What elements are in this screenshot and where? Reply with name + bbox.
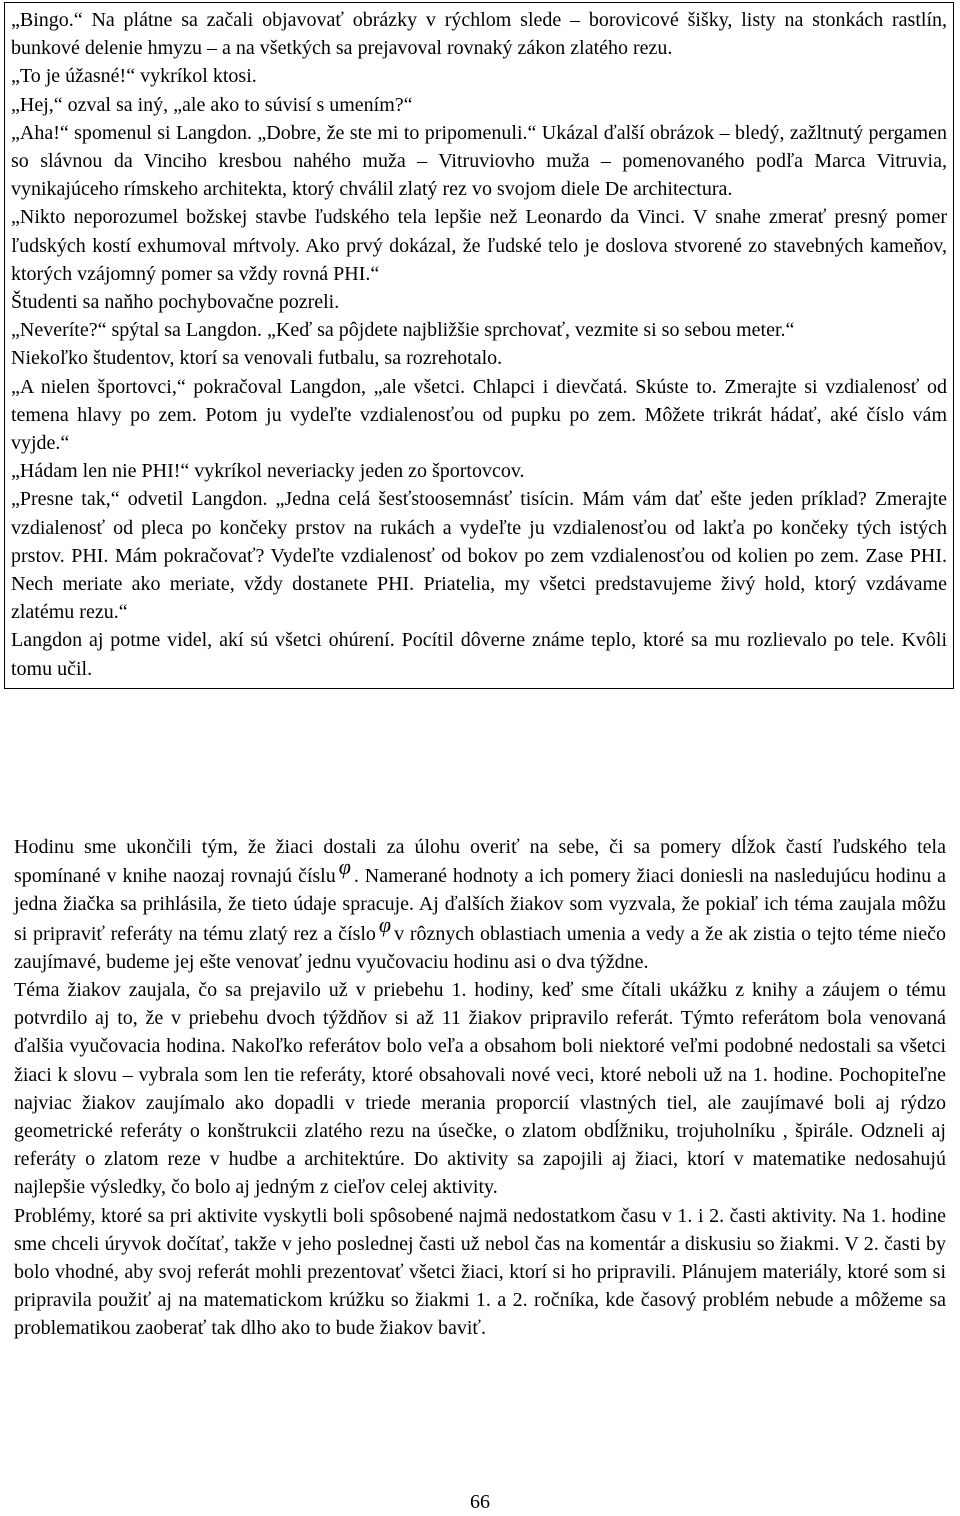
main-text	[14, 833, 946, 1343]
body-paragraph-1	[14, 833, 946, 976]
body-paragraph-2: Téma žiakov zaujala, čo sa prejavilo už v priebehu 1. hodiny, keď sme čítali ukážku z knihy a záujem o tému potvrdilo aj to, že v priebehu dvoch týždňov si až 11 žiakov pripravilo referát. Týmto referátom bola venovaná ďalšia vyučovacia hodina. Nakoľko referátov bolo veľa a obsahom boli niektoré veľmi podobné nedostali sa všetci žiaci k slovu – vybrala som len tie referáty, ktoré obsahovali nové veci, ktoré neboli už na 1. hodine. Pochopiteľne najviac žiakov zaujímalo ako dopadli v triede merania proporcií vlastných tiel, ale zaujímavé boli aj rýdzo geometrické referáty o konštrukcii zlatého rezu na úsečke, o zlatom obdĺžniku, trojuholníku , špirále. Odzneli aj referáty o zlatom reze v hudbe a architektúre. Do aktivity sa zapojili aj žiaci, ktorí v matematike nedosahujú najlepšie výsledky, čo bolo aj jedným z cieľov celej aktivity.	[14, 979, 946, 1199]
quote-box	[4, 2, 954, 689]
quote-paragraph: „Hádam len nie PHI!“ vykríkol neveriacky jeden zo športovcov.	[11, 460, 525, 483]
quote-paragraph: „Presne tak,“ odvetil Langdon. „Jedna celá šesťstoosemnásť tisícin. Mám vám dať ešte jeden príklad? Zmerajte vzdialenosť od pleca po končeky prstov na rukách a vydeľte ju vzdialenosťou od lakťa po končeky tých istých prstov. PHI. Mám pokračovať? Vydeľte vzdialenosť od bokov po zem vzdialenosťou od kolien po zem. Zase PHI. Nech meriate ako meriate, vždy dostanete PHI. Priatelia, my všetci predstavujeme živý hold, ktorý vzdávame zlatému rezu.“	[11, 488, 947, 624]
quote-paragraph: „Nikto neporozumel božskej stavbe ľudského tela lepšie než Leonardo da Vinci. V snahe zmerať presný pomer ľudských kostí exhumoval mŕtvoly. Ako prvý dokázal, že ľudské telo je doslova stvorené zo stavebných kameňov, ktorých vzájomný pomer sa vždy rovná PHI.“	[11, 206, 947, 285]
quote-paragraph: „Bingo.“ Na plátne sa začali objavovať obrázky v rýchlom slede – borovicové šišky, listy na stonkách rastlín, bunkové delenie hmyzu – a na všetkých sa prejavoval rovnaký zákon zlatého rezu.	[11, 9, 947, 60]
quote-paragraph: Študenti sa naňho pochybovačne pozreli.	[11, 291, 340, 314]
quote-paragraph: „A nielen športovci,“ pokračoval Langdon, „ale všetci. Chlapci i dievčatá. Skúste to. Zmerajte si vzdialenosť od temena hlavy po zem. Potom ju vydeľte vzdialenosťou od pupku po zem. Môžete trikrát hádať, aké číslo vám vyjde.“	[11, 375, 947, 455]
quote-paragraph: „Hej,“ ozval sa iný, „ale ako to súvisí s umením?“	[11, 93, 413, 116]
quote-paragraph: Niekoľko študentov, ktorí sa venovali futbalu, sa rozrehotalo.	[11, 347, 503, 370]
quote-paragraph: „Neveríte?“ spýtal sa Langdon. „Keď sa pôjdete najbližšie sprchovať, vezmite si so sebou meter.“	[11, 319, 795, 342]
body-paragraph-3: Problémy, ktoré sa pri aktivite vyskytli boli spôsobené najmä nedostatkom času v 1. i 2. časti aktivity. Na 1. hodine sme chceli úryvok dočítať, takže v jeho poslednej časti už nebol čas na komentár a diskusiu so žiakmi. V 2. časti by bolo vhodné, aby svoj referát mohli prezentovať všetci žiaci, ktorí si ho pripravili. Plánujem materiály, ktoré som si pripravila použiť aj na matematickom krúžku so žiakmi 1. a 2. ročníka, kde časový problém nebude a môžeme sa problematikou zaoberať tak dlho ako to bude žiakov baviť.	[14, 1204, 946, 1340]
phi-symbol: φ	[338, 854, 351, 880]
quote-paragraph: Langdon aj potme videl, akí sú všetci ohúrení. Pocítil dôverne známe teplo, ktoré sa mu rozlievalo po tele. Kvôli tomu učil.	[11, 629, 947, 680]
body-text: v rôznych oblastiach umenia a vedy a že ak zistia o tejto téme niečo zaujímavé, budeme jej ešte venovať jednu vyučovaciu hodinu asi o dva týždne.	[14, 922, 946, 973]
body-text: . Namerané hodnoty a ich pomery žiaci doniesli na nasledujúcu hodinu a jedna žiačka sa prihlásila, že tieto údaje spracuje. Aj ďalších žiakov som vyzvala, že pokiaľ ich téma zaujala môžu si pripraviť referáty na tému zlatý rez a číslo	[14, 865, 946, 945]
page-number: 66	[470, 1491, 490, 1513]
phi-symbol: φ	[378, 911, 392, 937]
quote-paragraph: „Aha!“ spomenul si Langdon. „Dobre, že ste mi to pripomenuli.“ Ukázal ďalší obrázok – bledý, zažltnutý pergamen so slávnou da Vinciho kresbou nahého muža – Vitruviovho muža – pomenovaného podľa Marca Vitruvia, vynikajúceho rímskeho architekta, ktorý chválil zlatý rez vo svojom diele De architectura.	[11, 121, 947, 201]
quote-paragraph: „To je úžasné!“ vykríkol ktosi.	[11, 65, 257, 88]
body-text: Hodinu sme ukončili tým, že žiaci dostali za úlohu overiť na sebe, či sa pomery dĺžok častí ľudského tela spomínané v knihe naozaj rovnajú číslu	[14, 836, 946, 888]
